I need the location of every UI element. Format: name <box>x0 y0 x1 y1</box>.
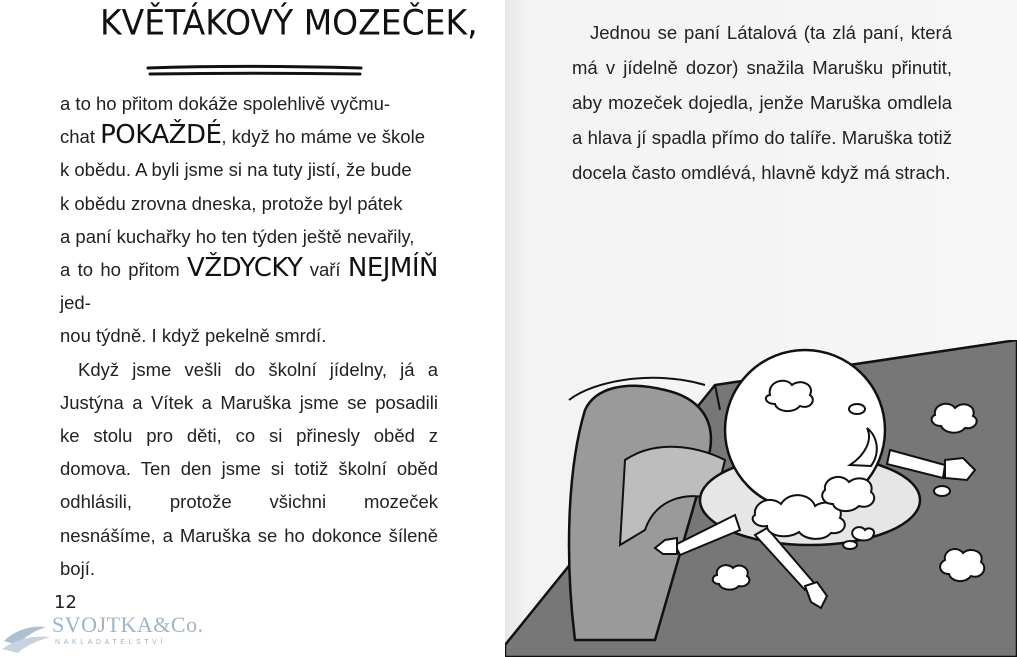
emphasis-word: POKAŽDÉ <box>100 120 222 151</box>
paragraph-3: Jednou se paní Látalová (ta zlá paní, která má v jídelně dozor) snažila Marušku přinutit, aby mozeček dojedla, jenže Maruška omdlela a hlava jí spadla přímo do talíře. Maruška totiž docela často omdlévá, hlavně když má strach. <box>572 22 952 183</box>
paragraph-2: Když jsme vešli do školní jídelny, já a Justýna a Vítek a Maruška jsme se posadili ke stolu pro děti, co si přinesly oběd z domova. Ten den jsme si totiž školní oběd odhlásili, protože všichni mozeček nesnášíme, a Maruška se ho dokonce šíleně bojí. <box>60 358 438 579</box>
chapter-heading: KVĚTÁKOVÝ MOZEČEK, <box>100 2 478 43</box>
publisher-name: SVOJTKA&Co. <box>52 612 204 637</box>
heading-underline <box>146 64 366 78</box>
left-text-column <box>60 87 438 585</box>
emphasis-word: VŽDYCKY <box>187 253 303 284</box>
publisher-subtitle: NAKLADATELSTVÍ <box>55 639 166 646</box>
page-number: 12 <box>54 592 77 613</box>
fainted-girl-illustration <box>505 340 1017 657</box>
paragraph-1: a to ho přitom dokáže spolehlivě vyčmu- chat POKAŽDÉ, když ho máme ve škole k obědu. A byli jsme si na tuty jistí, že bude k obědu zrovna dneska, protože byl pátek a paní kuchařky ho ten týden ještě nevařily, a to ho přitom VŽDYCKY vaří NEJMÍŇ jed- nou týdně. I když pekelně smrdí. <box>60 93 438 347</box>
left-page <box>0 0 505 657</box>
emphasis-word: NEJMÍŇ <box>347 253 438 284</box>
right-text-column <box>572 15 952 190</box>
